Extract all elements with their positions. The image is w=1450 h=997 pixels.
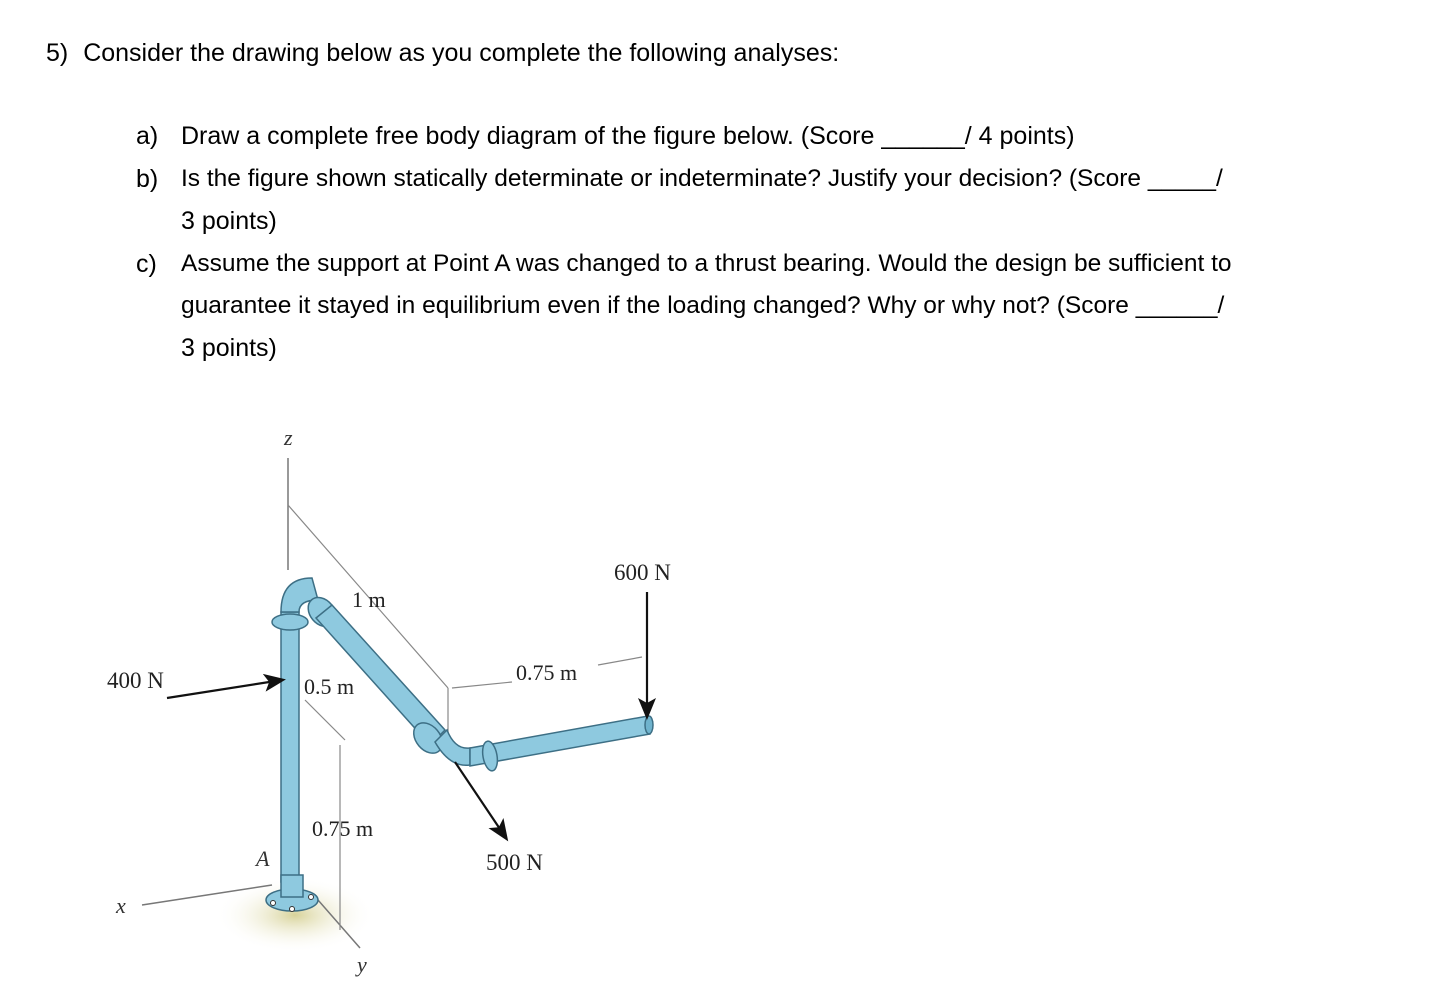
force-500-label: 500 N <box>486 850 543 875</box>
question-number: 5) <box>46 39 69 67</box>
part-a-label: a) <box>136 122 159 150</box>
base-collar <box>281 875 303 897</box>
point-a-label: A <box>256 846 270 871</box>
part-c-label: c) <box>136 250 157 278</box>
vertical-pipe <box>281 612 299 882</box>
dim-1m-label: 1 m <box>352 587 386 612</box>
part-b-line-2: 3 points) <box>181 207 277 235</box>
dim-075-top-line-a <box>452 682 512 688</box>
force-500-arrow <box>455 762 506 838</box>
bolt-2 <box>309 895 314 900</box>
force-600-label: 600 N <box>614 560 671 585</box>
part-c-line-2: guarantee it stayed in equilibrium even if the loading changed? Why or why not? (Score ______/ <box>181 292 1225 319</box>
y-axis-label: y <box>357 952 367 977</box>
vertical-flange <box>272 614 308 630</box>
x-axis-label: x <box>116 893 126 918</box>
dim-075-top-line-b <box>598 657 642 665</box>
force-400-arrow <box>167 680 282 698</box>
part-c-line-3: 3 points) <box>181 334 277 362</box>
bolt-1 <box>271 901 276 906</box>
dim-05m-line <box>305 700 345 740</box>
force-400-label: 400 N <box>107 668 164 693</box>
question-prompt: Consider the drawing below as you complete the following analyses: <box>83 39 840 67</box>
dim-05m-label: 0.5 m <box>304 674 355 699</box>
part-b-line-1: Is the figure shown statically determinate or indeterminate? Justify your decision? (Score _____/ <box>181 165 1223 192</box>
z-axis-label: z <box>284 425 293 450</box>
dim-075-top-label: 0.75 m <box>516 660 578 685</box>
part-b-label: b) <box>136 165 159 193</box>
pipe-end <box>645 716 653 734</box>
dim-075-bottom-label: 0.75 m <box>312 816 374 841</box>
bolt-3 <box>290 907 295 912</box>
part-c-line-1: Assume the support at Point A was changed to a thrust bearing. Would the design be sufficient to <box>181 250 1232 277</box>
part-a-line-1: Draw a complete free body diagram of the figure below. (Score ______/ 4 points) <box>181 122 1075 150</box>
